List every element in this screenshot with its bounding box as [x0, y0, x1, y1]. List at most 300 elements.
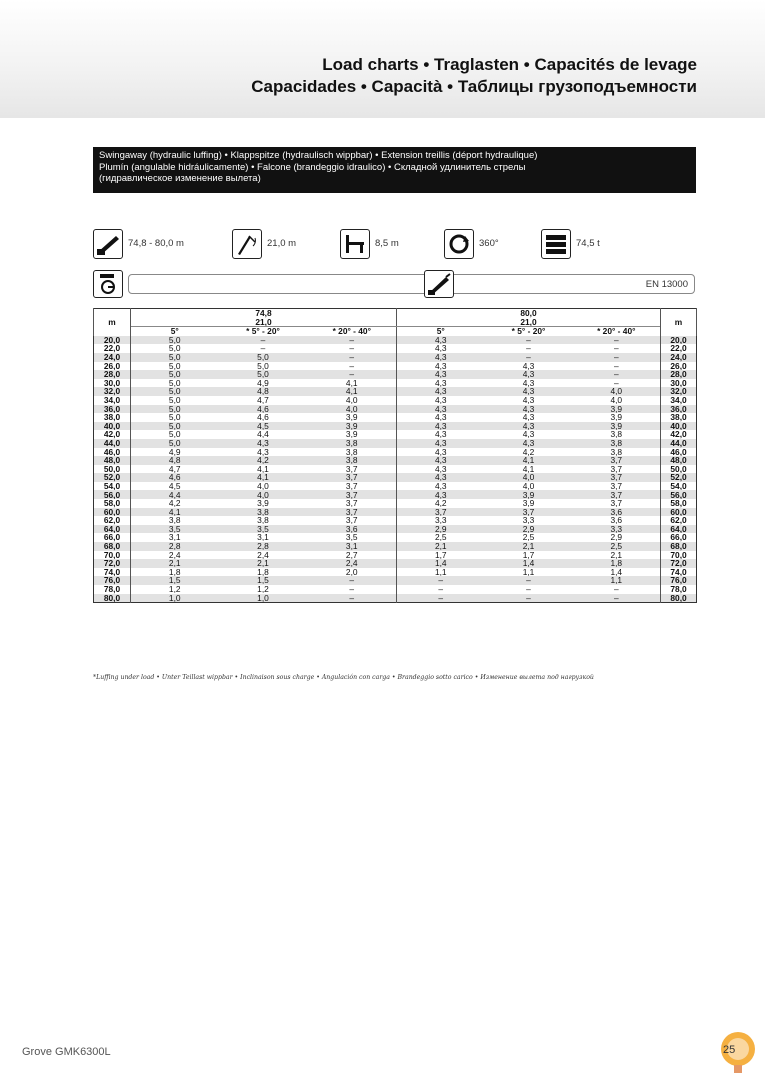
load-value-cell: 4,7 — [257, 395, 269, 405]
radius-cell: 36,0 — [661, 405, 697, 414]
load-value-cell: 4,2 — [219, 456, 308, 465]
radius-cell: 50,0 — [94, 465, 131, 474]
load-value-cell: 4,0 — [610, 395, 623, 405]
load-value-cell: 4,3 — [397, 344, 485, 353]
load-value-cell: 4,3 — [257, 447, 269, 457]
load-value-cell: 5,0 — [131, 439, 219, 448]
load-value-cell: 4,3 — [397, 439, 485, 448]
table-row — [94, 396, 697, 405]
load-value-cell: 5,0 — [131, 387, 219, 396]
table-row — [94, 542, 697, 551]
table-row — [94, 499, 697, 508]
load-value-cell: 5,0 — [219, 353, 308, 362]
load-value-cell: 5,0 — [219, 370, 308, 379]
load-value-cell: 3,8 — [610, 447, 623, 457]
angle-header: * 5° - 20° — [246, 326, 280, 336]
footnote: *Luffing under load • Unter Teillast wippbar • Inclinaison sous charge • Angulación con carga • Brandeggio sotto carico • Изменение вылета под нагрузкой — [93, 674, 594, 681]
page-badge-icon — [714, 1025, 758, 1075]
load-value-cell: 1,1 — [397, 568, 485, 577]
load-value-cell: 4,2 — [397, 499, 485, 508]
table-row — [94, 448, 697, 457]
boom-length-header-2: 80,0 — [397, 309, 661, 318]
load-value-cell: – — [349, 361, 355, 371]
load-value-cell: 2,9 — [485, 525, 573, 534]
load-value-cell: – — [573, 370, 661, 379]
load-value-cell: 4,3 — [485, 439, 573, 448]
load-value-cell: 4,3 — [485, 387, 573, 396]
radius-cell: 78,0 — [661, 585, 697, 594]
load-value-cell: 5,0 — [131, 336, 219, 345]
load-value-cell: 3,7 — [610, 499, 623, 508]
radius-cell: 32,0 — [661, 387, 697, 396]
load-value-cell: 4,0 — [522, 481, 535, 491]
table-row — [94, 413, 697, 422]
load-value-cell: 4,3 — [397, 490, 485, 499]
load-value-cell: 3,7 — [345, 516, 358, 525]
load-value-cell: 2,0 — [345, 567, 358, 577]
load-value-cell: 1,8 — [257, 567, 269, 577]
load-value-cell: – — [613, 361, 619, 371]
load-value-cell: 3,1 — [308, 542, 397, 551]
load-chart-body — [94, 336, 697, 603]
description-line-1: Swingaway (hydraulic luffing) • Klappspitze (hydraulisch wippbar) • Extension treillis (déport hydraulique) — [99, 150, 538, 161]
load-value-cell: 4,1 — [308, 387, 397, 396]
load-value-cell: 3,8 — [610, 430, 623, 439]
radius-cell: 46,0 — [661, 448, 697, 457]
load-value-cell: – — [219, 336, 308, 345]
angle-header: 5° — [397, 327, 485, 336]
load-value-cell: 2,1 — [219, 559, 308, 568]
load-value-cell: 2,4 — [308, 559, 397, 568]
load-value-cell: – — [397, 576, 485, 585]
radius-cell: 66,0 — [94, 533, 131, 542]
load-value-cell: 4,2 — [168, 499, 181, 508]
norm-value: EN 13000 — [645, 279, 688, 290]
load-value-cell: 3,8 — [308, 439, 397, 448]
counterweight-value: 74,5 t — [576, 238, 600, 249]
load-value-cell: 3,7 — [397, 508, 485, 517]
load-chart-table — [93, 308, 697, 603]
load-value-cell: 2,4 — [257, 550, 269, 560]
load-value-cell: 3,7 — [610, 464, 623, 474]
radius-cell: 48,0 — [661, 456, 697, 465]
table-row — [94, 551, 697, 560]
table-row — [94, 344, 697, 353]
luffing-jib-icon — [232, 229, 262, 259]
load-value-cell: 3,7 — [345, 499, 358, 508]
table-row — [94, 516, 697, 525]
jib-length-value: 21,0 m — [267, 238, 297, 249]
load-value-cell: 1,8 — [168, 567, 181, 577]
table-row — [94, 362, 697, 371]
load-value-cell: 3,7 — [485, 508, 573, 517]
load-value-cell: 4,5 — [168, 481, 181, 491]
load-value-cell: 4,4 — [257, 430, 269, 439]
load-value-cell: – — [485, 594, 573, 603]
boom-config-icon — [424, 270, 454, 298]
load-value-cell: 4,1 — [219, 473, 308, 482]
radius-cell: 50,0 — [661, 465, 697, 474]
load-value-cell: 5,0 — [168, 361, 181, 371]
load-value-cell: 4,3 — [522, 430, 535, 439]
load-value-cell: 3,7 — [610, 481, 623, 491]
load-value-cell: – — [397, 594, 485, 603]
radius-cell: 34,0 — [661, 396, 697, 405]
outrigger-value: 8,5 m — [375, 238, 399, 249]
load-value-cell: 3,1 — [257, 533, 269, 543]
slewing-value: 360° — [479, 238, 499, 249]
radius-cell: 44,0 — [94, 439, 131, 448]
outrigger-icon — [340, 229, 370, 259]
radius-cell: 74,0 — [661, 568, 697, 577]
table-row — [94, 568, 697, 577]
table-row — [94, 533, 697, 542]
load-value-cell: – — [308, 353, 397, 362]
load-value-cell: 3,5 — [345, 533, 358, 543]
load-value-cell: 1,2 — [168, 585, 181, 594]
configuration-description — [93, 147, 696, 193]
load-value-cell: 4,1 — [257, 464, 269, 474]
radius-cell: 38,0 — [94, 413, 131, 422]
boom-icon — [93, 229, 123, 259]
load-value-cell: 4,5 — [219, 422, 308, 431]
counterweight-icon — [541, 229, 571, 259]
load-value-cell: 4,3 — [522, 395, 535, 405]
load-value-cell: 4,0 — [219, 490, 308, 499]
load-value-cell: 4,6 — [131, 473, 219, 482]
load-value-cell: 2,5 — [573, 542, 661, 551]
radius-cell: 58,0 — [94, 499, 131, 508]
load-value-cell: 3,9 — [610, 413, 623, 422]
load-value-cell: 5,0 — [168, 430, 181, 439]
load-value-cell: 5,0 — [168, 378, 181, 388]
load-value-cell: 5,0 — [131, 353, 219, 362]
radius-cell: 34,0 — [94, 396, 131, 405]
load-value-cell: 1,4 — [397, 559, 485, 568]
radius-cell: 42,0 — [661, 430, 697, 439]
load-value-cell: 3,9 — [573, 405, 661, 414]
load-value-cell: 3,7 — [308, 490, 397, 499]
load-value-cell: 3,5 — [219, 525, 308, 534]
load-value-cell: 2,1 — [485, 542, 573, 551]
radius-cell: 24,0 — [661, 353, 697, 362]
load-value-cell: 3,7 — [573, 473, 661, 482]
load-value-cell: – — [260, 344, 266, 353]
load-value-cell: 4,3 — [485, 405, 573, 414]
radius-header-left: m — [94, 309, 131, 336]
load-value-cell: 4,3 — [397, 482, 485, 491]
load-value-cell: – — [485, 336, 573, 345]
load-value-cell: – — [308, 336, 397, 345]
table-row — [94, 508, 697, 517]
radius-cell: 54,0 — [94, 482, 131, 491]
radius-cell: 58,0 — [661, 499, 697, 508]
radius-cell: 40,0 — [661, 422, 697, 431]
radius-cell: 26,0 — [661, 362, 697, 371]
radius-cell: 22,0 — [661, 344, 697, 353]
load-value-cell: 3,1 — [168, 533, 181, 543]
angle-header: * 5° - 20° — [511, 326, 546, 336]
radius-cell: 66,0 — [661, 533, 697, 542]
load-value-cell: 3,9 — [345, 413, 358, 422]
load-value-cell: 3,8 — [168, 516, 181, 525]
radius-cell: 20,0 — [661, 336, 697, 345]
load-value-cell: 4,3 — [397, 422, 485, 431]
load-value-cell: 1,8 — [573, 559, 661, 568]
load-value-cell: 3,8 — [345, 447, 358, 457]
load-value-cell: 1,0 — [219, 594, 308, 603]
load-value-cell: 4,1 — [345, 378, 358, 388]
table-row — [94, 422, 697, 431]
radius-cell: 72,0 — [94, 559, 131, 568]
load-value-cell: 4,8 — [131, 456, 219, 465]
load-value-cell: 3,6 — [573, 508, 661, 517]
load-value-cell: 5,0 — [131, 422, 219, 431]
table-row — [94, 559, 697, 568]
load-value-cell: 4,3 — [397, 430, 485, 439]
table-row — [94, 576, 697, 585]
load-value-cell: 2,1 — [610, 550, 623, 560]
load-value-cell: 1,5 — [219, 576, 308, 585]
load-value-cell: 3,9 — [573, 422, 661, 431]
table-row — [94, 473, 697, 482]
jib-length-header-1: 21,0 — [131, 318, 397, 327]
load-value-cell: – — [573, 336, 661, 345]
load-value-cell: 3,9 — [485, 490, 573, 499]
load-value-cell: 5,0 — [168, 344, 181, 353]
radius-cell: 44,0 — [661, 439, 697, 448]
load-value-cell: 4,3 — [522, 361, 535, 371]
load-value-cell: – — [573, 353, 661, 362]
radius-cell: 80,0 — [661, 594, 697, 603]
load-value-cell: 4,0 — [345, 395, 358, 405]
load-value-cell: 2,1 — [397, 542, 485, 551]
load-value-cell: 4,0 — [573, 387, 661, 396]
radius-cell: 62,0 — [94, 516, 131, 525]
load-value-cell: – — [308, 594, 397, 603]
table-row — [94, 353, 697, 362]
load-value-cell: – — [613, 344, 619, 353]
table-row — [94, 525, 697, 534]
load-value-cell: 2,8 — [131, 542, 219, 551]
table-row — [94, 405, 697, 414]
radius-header-right: m — [661, 309, 697, 336]
load-value-cell: 3,9 — [308, 422, 397, 431]
load-value-cell: 4,6 — [257, 413, 269, 422]
load-value-cell: 3,5 — [131, 525, 219, 534]
load-value-cell: 2,5 — [522, 533, 535, 543]
load-value-cell: 3,9 — [522, 499, 535, 508]
table-row — [94, 585, 697, 594]
load-value-cell: – — [485, 576, 573, 585]
load-value-cell: 4,8 — [219, 387, 308, 396]
table-row — [94, 439, 697, 448]
radius-cell: 78,0 — [94, 585, 131, 594]
load-value-cell: 4,3 — [397, 362, 485, 371]
load-value-cell: 3,7 — [345, 481, 358, 491]
load-value-cell: 3,6 — [610, 516, 623, 525]
load-value-cell: 4,3 — [219, 439, 308, 448]
radius-cell: 30,0 — [94, 379, 131, 388]
table-row — [94, 465, 697, 474]
table-row — [94, 430, 697, 439]
description-line-2: Plumín (angulable hidráulicamente) • Falcone (brandeggio idraulico) • Складной удлинитель стрелы — [99, 161, 526, 173]
load-value-cell: 4,3 — [522, 378, 535, 388]
table-row — [94, 482, 697, 491]
boom-length-header-1: 74,8 — [255, 308, 272, 318]
load-value-cell: 4,3 — [397, 473, 485, 482]
radius-cell: 36,0 — [94, 405, 131, 414]
load-value-cell: – — [308, 576, 397, 585]
slewing-icon — [444, 229, 474, 259]
radius-cell: 74,0 — [94, 568, 131, 577]
load-value-cell: – — [349, 344, 355, 353]
load-value-cell: 5,0 — [131, 405, 219, 414]
load-value-cell: 1,2 — [257, 585, 269, 594]
table-row — [94, 594, 697, 603]
load-value-cell: 3,9 — [345, 430, 358, 439]
load-value-cell: 1,4 — [485, 559, 573, 568]
radius-cell: 80,0 — [94, 594, 131, 603]
load-value-cell: 3,6 — [308, 525, 397, 534]
load-value-cell: 4,1 — [485, 456, 573, 465]
load-value-cell: 3,8 — [308, 456, 397, 465]
load-value-cell: 3,8 — [573, 439, 661, 448]
radius-cell: 20,0 — [94, 336, 131, 345]
load-value-cell: 1,4 — [610, 567, 623, 577]
radius-cell: 60,0 — [94, 508, 131, 517]
radius-cell: 68,0 — [94, 542, 131, 551]
load-value-cell: 4,3 — [397, 387, 485, 396]
load-value-cell: 3,3 — [522, 516, 535, 525]
radius-cell: 30,0 — [661, 379, 697, 388]
radius-cell: 28,0 — [94, 370, 131, 379]
radius-cell: 24,0 — [94, 353, 131, 362]
load-value-cell: 4,3 — [397, 370, 485, 379]
load-value-cell: 4,3 — [485, 422, 573, 431]
load-value-cell: 4,1 — [131, 508, 219, 517]
load-value-cell: 3,7 — [573, 490, 661, 499]
norm-bar — [128, 274, 695, 294]
load-value-cell: 4,2 — [522, 447, 535, 457]
load-value-cell: 4,3 — [397, 448, 485, 457]
table-row — [94, 387, 697, 396]
load-value-cell: – — [613, 378, 619, 388]
load-value-cell: 3,3 — [573, 525, 661, 534]
radius-cell: 72,0 — [661, 559, 697, 568]
angle-header: * 20° - 40° — [597, 326, 636, 336]
description-line-3: (гидравлическое изменение вылета) — [99, 173, 261, 184]
radius-cell: 26,0 — [94, 362, 131, 371]
load-value-cell: 5,0 — [131, 370, 219, 379]
radius-cell: 42,0 — [94, 430, 131, 439]
load-value-cell: 4,3 — [397, 413, 485, 422]
load-value-cell: 2,1 — [131, 559, 219, 568]
load-value-cell: 4,3 — [397, 465, 485, 474]
radius-cell: 68,0 — [661, 542, 697, 551]
load-value-cell: 2,4 — [168, 550, 181, 560]
load-value-cell: 1,0 — [131, 594, 219, 603]
load-value-cell: 2,9 — [397, 525, 485, 534]
load-value-cell: 4,4 — [131, 490, 219, 499]
load-value-cell: – — [397, 585, 485, 594]
load-value-cell: 4,3 — [485, 370, 573, 379]
radius-cell: 40,0 — [94, 422, 131, 431]
radius-cell: 32,0 — [94, 387, 131, 396]
load-value-cell: 1,1 — [573, 576, 661, 585]
load-value-cell: 4,9 — [168, 447, 181, 457]
load-value-cell: 4,3 — [522, 413, 535, 422]
load-value-cell: 1,1 — [522, 567, 535, 577]
load-value-cell: 1,7 — [522, 550, 535, 560]
table-row — [94, 336, 697, 345]
load-value-cell: 4,3 — [397, 405, 485, 414]
radius-cell: 54,0 — [661, 482, 697, 491]
load-value-cell: 3,9 — [257, 499, 269, 508]
load-value-cell: – — [526, 344, 531, 353]
boom-length-value: 74,8 - 80,0 m — [128, 238, 184, 249]
radius-cell: 22,0 — [94, 344, 131, 353]
load-value-cell: – — [573, 594, 661, 603]
load-value-cell: 4,6 — [219, 405, 308, 414]
load-value-cell: 5,0 — [168, 413, 181, 422]
load-value-cell: 5,0 — [257, 361, 269, 371]
radius-cell: 52,0 — [661, 473, 697, 482]
load-value-cell: – — [349, 585, 355, 594]
page-number: 25 — [723, 1044, 736, 1056]
load-value-cell: – — [308, 370, 397, 379]
table-row — [94, 456, 697, 465]
radius-cell: 56,0 — [661, 490, 697, 499]
table-row — [94, 370, 697, 379]
load-value-cell: 5,0 — [168, 395, 181, 405]
radius-cell: 70,0 — [661, 551, 697, 560]
load-value-cell: 3,8 — [219, 508, 308, 517]
angle-header: * 20° - 40° — [332, 326, 371, 336]
load-value-cell: 3,7 — [308, 508, 397, 517]
load-value-cell: – — [526, 585, 531, 594]
load-value-cell: 2,5 — [397, 533, 485, 542]
load-value-cell: – — [613, 585, 619, 594]
load-value-cell: 2,7 — [345, 550, 358, 560]
table-row — [94, 490, 697, 499]
crane-hook-icon — [93, 270, 123, 298]
radius-cell: 56,0 — [94, 490, 131, 499]
load-value-cell: 1,5 — [131, 576, 219, 585]
jib-length-header-2: 21,0 — [397, 318, 661, 327]
radius-cell: 38,0 — [661, 413, 697, 422]
radius-cell: 64,0 — [661, 525, 697, 534]
page-title-line-2: Capacidades • Capacità • Таблицы грузоподъемности — [251, 77, 697, 96]
angle-header: 5° — [170, 326, 179, 336]
load-value-cell: 1,7 — [397, 551, 485, 560]
radius-cell: 64,0 — [94, 525, 131, 534]
load-value-cell: 4,3 — [397, 336, 485, 345]
radius-cell: 46,0 — [94, 448, 131, 457]
radius-cell: 76,0 — [94, 576, 131, 585]
load-value-cell: 4,9 — [257, 378, 269, 388]
load-value-cell: 4,3 — [397, 456, 485, 465]
radius-cell: 62,0 — [661, 516, 697, 525]
load-value-cell: 4,3 — [397, 396, 485, 405]
footer-model: Grove GMK6300L — [22, 1046, 111, 1058]
radius-cell: 76,0 — [661, 576, 697, 585]
load-value-cell: 4,7 — [168, 464, 181, 474]
load-value-cell: 2,8 — [219, 542, 308, 551]
radius-cell: 60,0 — [661, 508, 697, 517]
radius-cell: 70,0 — [94, 551, 131, 560]
radius-cell: 48,0 — [94, 456, 131, 465]
